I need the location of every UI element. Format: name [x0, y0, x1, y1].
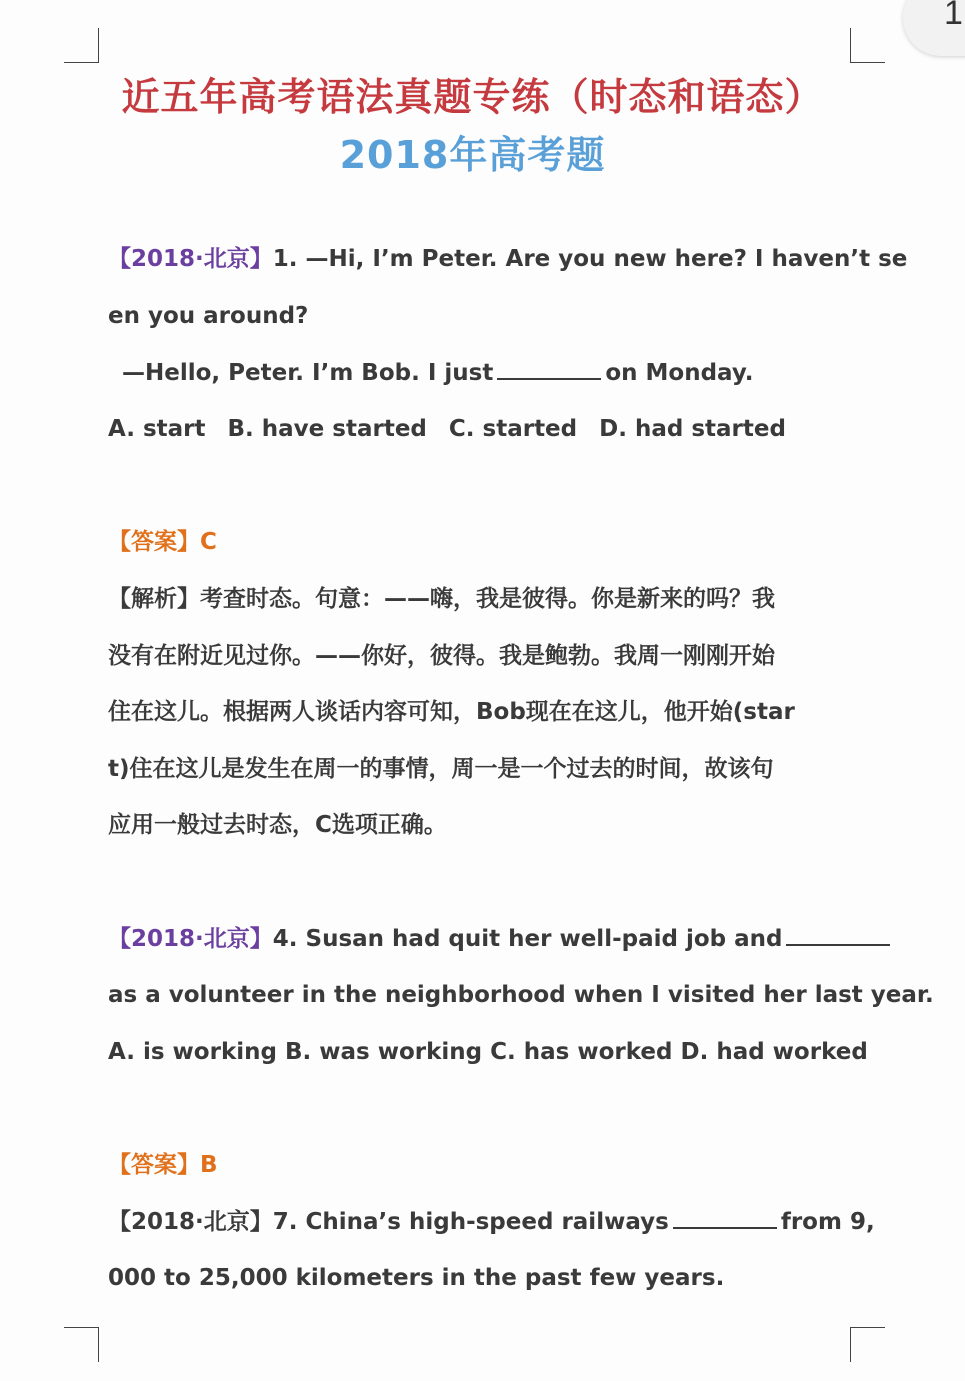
q4-answer-value: B — [200, 1152, 218, 1178]
q1-analysis-line3: 住在这儿。根据两人谈话内容可知，Bob现在在这儿，他开始(star — [108, 699, 795, 725]
q1-answer-blank — [497, 360, 601, 380]
q7-stem-text1-pre: 7. China’s high-speed railways — [272, 1209, 669, 1235]
crop-mark-top-right — [850, 28, 885, 63]
q4-answer-tag: 【答案】 — [108, 1152, 200, 1178]
q1-option-b: B. have started — [227, 416, 427, 442]
q4-stem-line2: as a volunteer in the neighborhood when I visited her last year. — [108, 982, 934, 1008]
q7-stem-line1 — [108, 1207, 875, 1237]
q1-option-c: C. started — [448, 416, 578, 442]
q1-option-a: A. start — [108, 416, 206, 442]
q1-source-tag: 【2018·北京】 — [108, 246, 273, 272]
q1-answer — [108, 527, 217, 557]
q4-answer — [108, 1150, 218, 1180]
q4-stem-line1 — [108, 924, 894, 954]
q1-stem-line1 — [108, 244, 907, 274]
q1-analysis-line4: t)住在这儿是发生在周一的事情，周一是一个过去的时间，故该句 — [108, 756, 774, 782]
q7-answer-blank — [673, 1209, 777, 1229]
crop-mark-bottom-left — [64, 1327, 99, 1362]
q1-stem-line2: en you around? — [108, 303, 309, 329]
crop-mark-top-left — [64, 28, 99, 63]
q1-answer-tag: 【答案】 — [108, 529, 200, 555]
q1-options — [108, 414, 786, 444]
q1-stem-line3 — [122, 358, 754, 388]
crop-mark-bottom-right — [850, 1327, 885, 1362]
page-number: 1 — [944, 0, 963, 32]
page-subtitle: 2018年高考题 — [339, 133, 606, 177]
q1-stem-text3-pre: —Hello, Peter. I’m Bob. I just — [122, 360, 494, 386]
q1-answer-value: C — [200, 529, 217, 555]
q1-analysis-line5: 应用一般过去时态，C选项正确。 — [108, 812, 447, 838]
q4-source-tag: 【2018·北京】 — [108, 926, 273, 952]
q4-stem-text1: 4. Susan had quit her well-paid job and — [272, 926, 783, 952]
q7-source-tag: 【2018·北京】 — [108, 1209, 273, 1235]
q1-analysis-line1: 【解析】考查时态。句意：——嗨，我是彼得。你是新来的吗？我 — [108, 586, 775, 612]
q1-stem-text1: 1. —Hi, I’m Peter. Are you new here? I haven’t se — [272, 246, 908, 272]
q4-answer-blank — [786, 926, 890, 946]
q7-stem-line2: 000 to 25,000 kilometers in the past few years. — [108, 1265, 725, 1291]
q1-stem-text3-post: on Monday. — [605, 360, 754, 386]
q1-analysis-line2: 没有在附近见过你。——你好，彼得。我是鲍勃。我周一刚刚开始 — [108, 643, 775, 669]
page-title: 近五年高考语法真题专练（时态和语态） — [121, 75, 824, 119]
q7-stem-text1-post: from 9, — [780, 1209, 875, 1235]
q4-options: A. is working B. was working C. has worked D. had worked — [108, 1039, 868, 1065]
q1-option-d: D. had started — [599, 416, 786, 442]
